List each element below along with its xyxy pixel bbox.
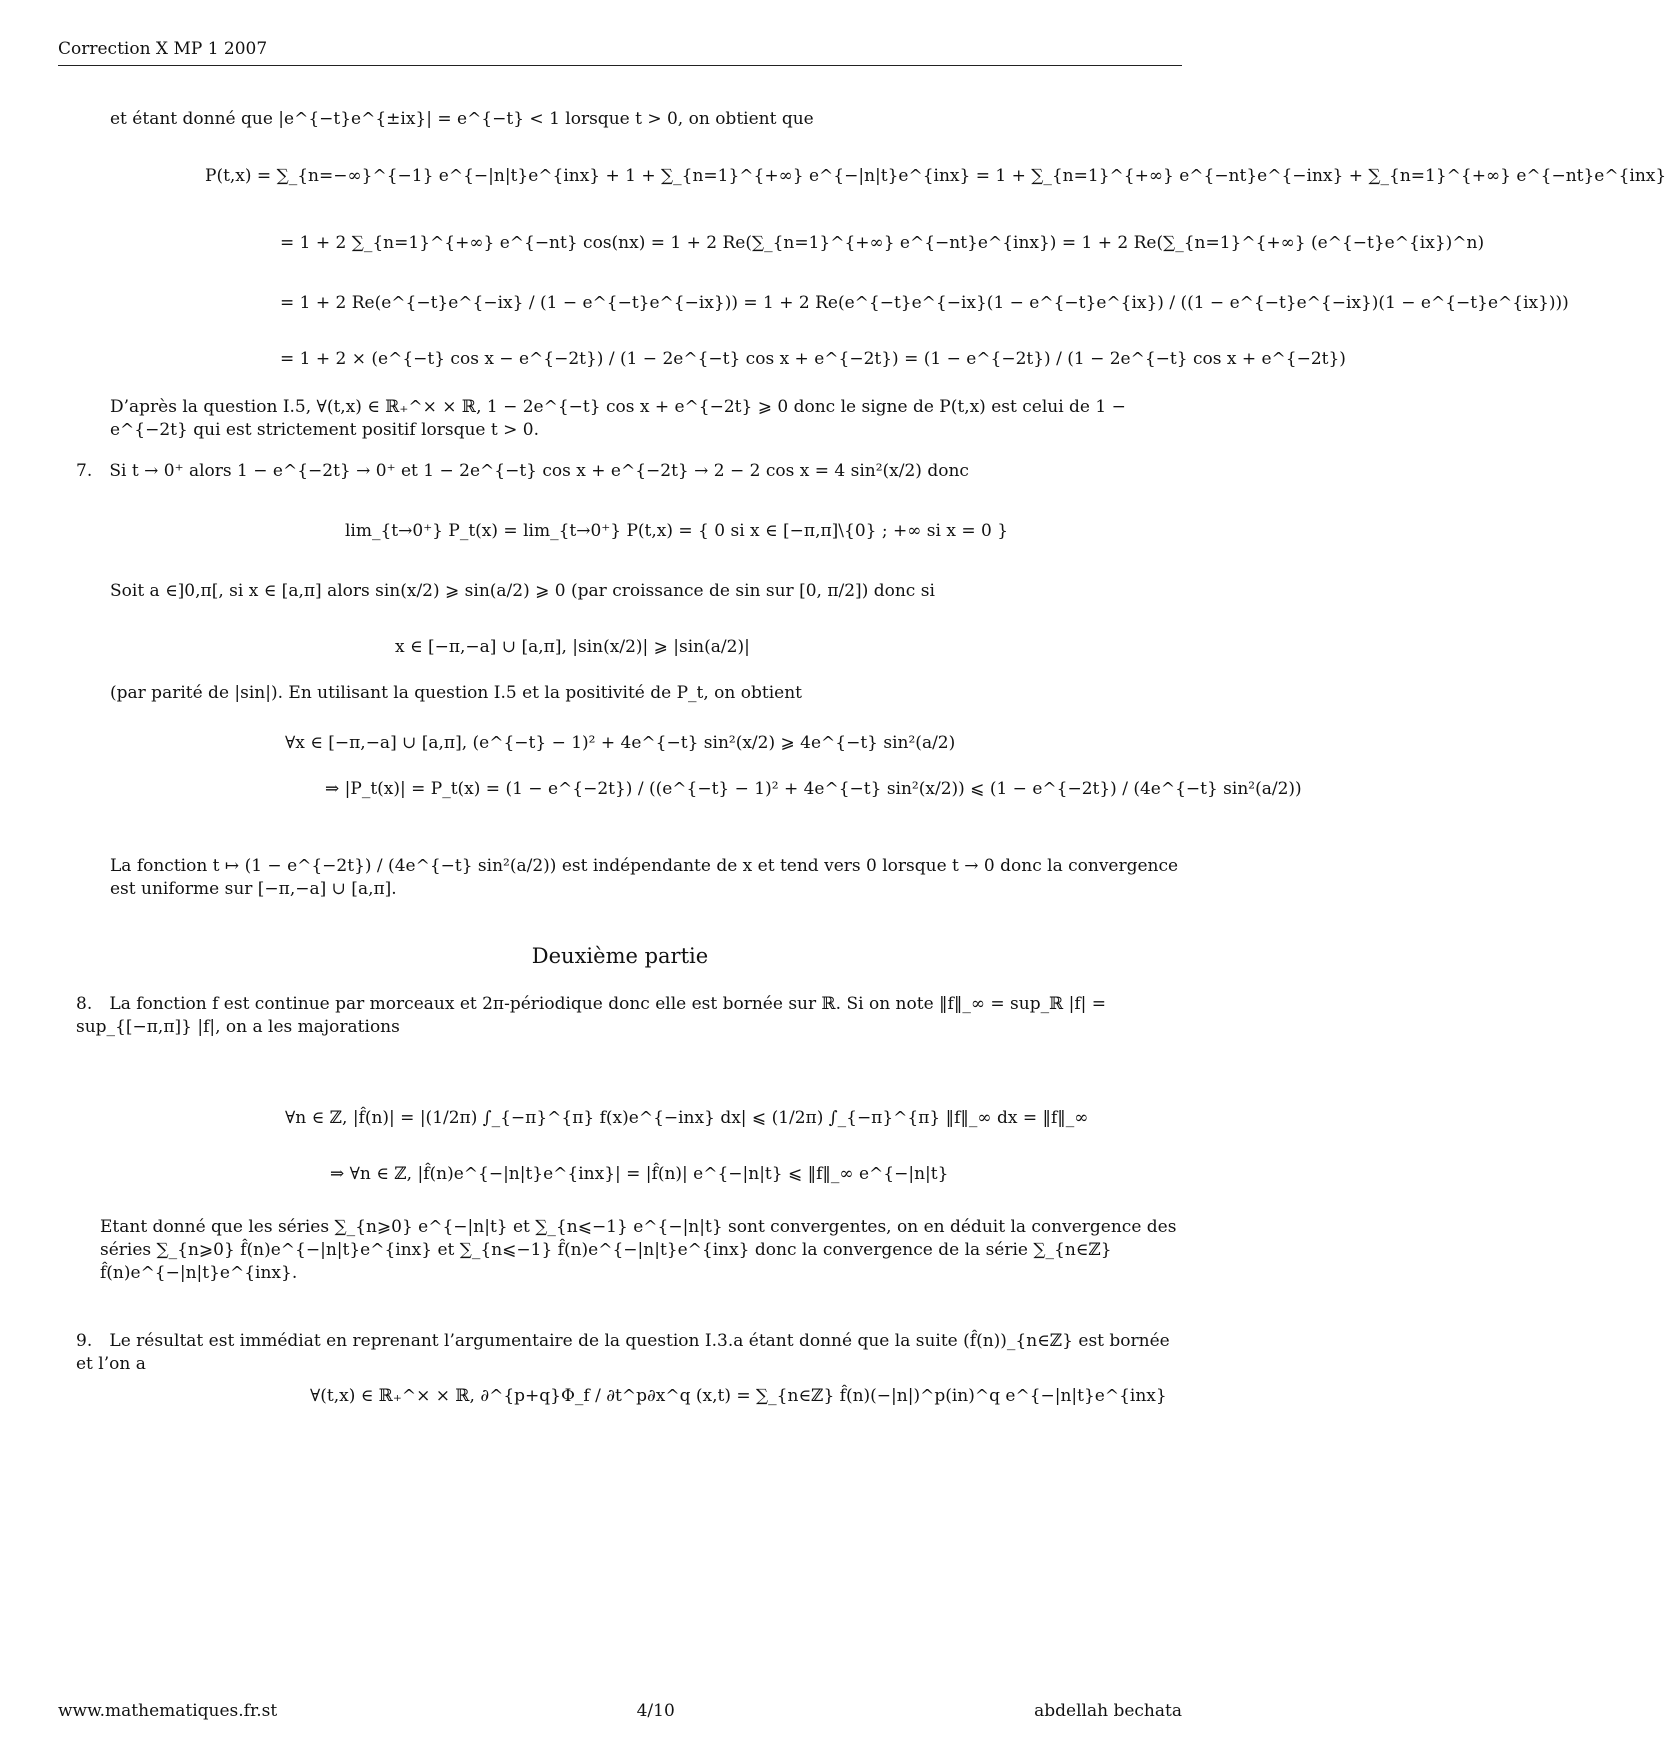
derivative-equation: ∀(t,x) ∈ ℝ₊^× × ℝ, ∂^{p+q}Φ_f / ∂t^p∂x^q (x,t) = ∑_{n∈ℤ} f̂(n)(−|n|)^p(in)^q e^{−|n|t}e^{inx} <box>310 1386 1167 1406</box>
equation-p-line4: = 1 + 2 × (e^{−t} cos x − e^{−2t}) / (1 − 2e^{−t} cos x + e^{−2t}) = (1 − e^{−2t}) / (1 − 2e^{−t} cos x + e^{−2t}) <box>280 349 1346 369</box>
paragraph-series: Etant donné que les séries ∑_{n⩾0} e^{−|n|t} et ∑_{n⩽−1} e^{−|n|t} sont convergentes, on en déduit la convergence des séries ∑_{n⩾0} f̂(n)e^{−|n|t}e^{inx} et ∑_{n⩽−1} f̂(n)e^{−|n|t}e^{inx} donc la convergence de la série ∑_{n∈ℤ} f̂(n)e^{−|n|t}e^{inx}. <box>100 1217 1177 1283</box>
fourier-bound-2: ⇒ ∀n ∈ ℤ, |f̂(n)e^{−|n|t}e^{inx}| = |f̂(n)| e^{−|n|t} ⩽ ‖f‖_∞ e^{−|n|t} <box>330 1164 949 1184</box>
page-header <box>58 38 1182 66</box>
paragraph-sign: D’après la question I.5, ∀(t,x) ∈ ℝ₊^× × ℝ, 1 − 2e^{−t} cos x + e^{−2t} ⩾ 0 donc le signe de P(t,x) est celui de 1 − e^{−2t} qui est strictement positif lorsque t > 0. <box>110 397 1126 440</box>
footer-author: abdellah bechata <box>1034 1701 1182 1721</box>
page-number: 4/10 <box>636 1701 675 1721</box>
limit-equation: lim_{t→0⁺} P_t(x) = lim_{t→0⁺} P(t,x) = { 0 si x ∈ [−π,π]\{0} ; +∞ si x = 0 } <box>345 521 1009 541</box>
question-8-text: La fonction f est continue par morceaux et 2π-périodique donc elle est bornée sur ℝ. Si on note ‖f‖_∞ = sup_ℝ |f| = sup_{[−π,π]} |f|, on a les majorations <box>76 994 1107 1037</box>
page-footer <box>58 1700 1182 1723</box>
header-title: Correction X MP 1 2007 <box>58 39 268 59</box>
question-7-text: Si t → 0⁺ alors 1 − e^{−2t} → 0⁺ et 1 − 2e^{−t} cos x + e^{−2t} → 2 − 2 cos x = 4 sin²(x/2) donc <box>109 461 969 481</box>
question-8 <box>76 993 1182 1039</box>
intro-text: et étant donné que |e^{−t}e^{±ix}| = e^{−t} < 1 lorsque t > 0, on obtient que <box>110 109 814 129</box>
question-number: 9. <box>76 1331 93 1351</box>
bound-equation-2: ⇒ |P_t(x)| = P_t(x) = (1 − e^{−2t}) / ((e^{−t} − 1)² + 4e^{−t} sin²(x/2)) ⩽ (1 − e^{−2t}) / (4e^{−t} sin²(a/2)) <box>325 779 1302 799</box>
equation-p-line1: P(t,x) = ∑_{n=−∞}^{−1} e^{−|n|t}e^{inx} + 1 + ∑_{n=1}^{+∞} e^{−|n|t}e^{inx} = 1 + ∑_{n=1}^{+∞} e^{−nt}e^{−inx} + ∑_{n=1}^{+∞} e^{−nt}e^{inx} <box>205 166 1666 186</box>
paragraph-soit: Soit a ∈]0,π[, si x ∈ [a,π] alors sin(x/2) ⩾ sin(a/2) ⩾ 0 (par croissance de sin sur [0, π/2]) donc si <box>110 581 935 601</box>
paragraph-uniform: La fonction t ↦ (1 − e^{−2t}) / (4e^{−t} sin²(a/2)) est indépendante de x et tend vers 0 lorsque t → 0 donc la convergence est uniforme sur [−π,−a] ∪ [a,π]. <box>110 856 1179 899</box>
sine-inequality: x ∈ [−π,−a] ∪ [a,π], |sin(x/2)| ⩾ |sin(a/2)| <box>395 637 750 657</box>
question-number: 8. <box>76 994 93 1014</box>
footer-website: www.mathematiques.fr.st <box>58 1701 278 1721</box>
paragraph-parity: (par parité de |sin|). En utilisant la question I.5 et la positivité de P_t, on obtient <box>110 683 802 703</box>
bound-equation-1: ∀x ∈ [−π,−a] ∪ [a,π], (e^{−t} − 1)² + 4e^{−t} sin²(x/2) ⩾ 4e^{−t} sin²(a/2) <box>285 733 956 753</box>
question-7 <box>76 460 1182 483</box>
fourier-bound-1: ∀n ∈ ℤ, |f̂(n)| = |(1/2π) ∫_{−π}^{π} f(x)e^{−inx} dx| ⩽ (1/2π) ∫_{−π}^{π} ‖f‖_∞ dx = ‖f‖_∞ <box>285 1108 1089 1128</box>
equation-p-line2: = 1 + 2 ∑_{n=1}^{+∞} e^{−nt} cos(nx) = 1 + 2 Re(∑_{n=1}^{+∞} e^{−nt}e^{inx}) = 1 + 2 Re(∑_{n=1}^{+∞} (e^{−t}e^{ix})^n) <box>280 233 1485 253</box>
question-number: 7. <box>76 461 93 481</box>
question-9 <box>76 1330 1182 1376</box>
section-title: Deuxième partie <box>531 944 709 968</box>
question-9-text: Le résultat est immédiat en reprenant l’argumentaire de la question I.3.a étant donné que la suite (f̂(n))_{n∈ℤ} est bornée et l’on a <box>76 1331 1170 1374</box>
equation-p-line3: = 1 + 2 Re(e^{−t}e^{−ix} / (1 − e^{−t}e^{−ix})) = 1 + 2 Re(e^{−t}e^{−ix}(1 − e^{−t}e^{ix}) / ((1 − e^{−t}e^{−ix})(1 − e^{−t}e^{ix}))) <box>280 293 1569 313</box>
